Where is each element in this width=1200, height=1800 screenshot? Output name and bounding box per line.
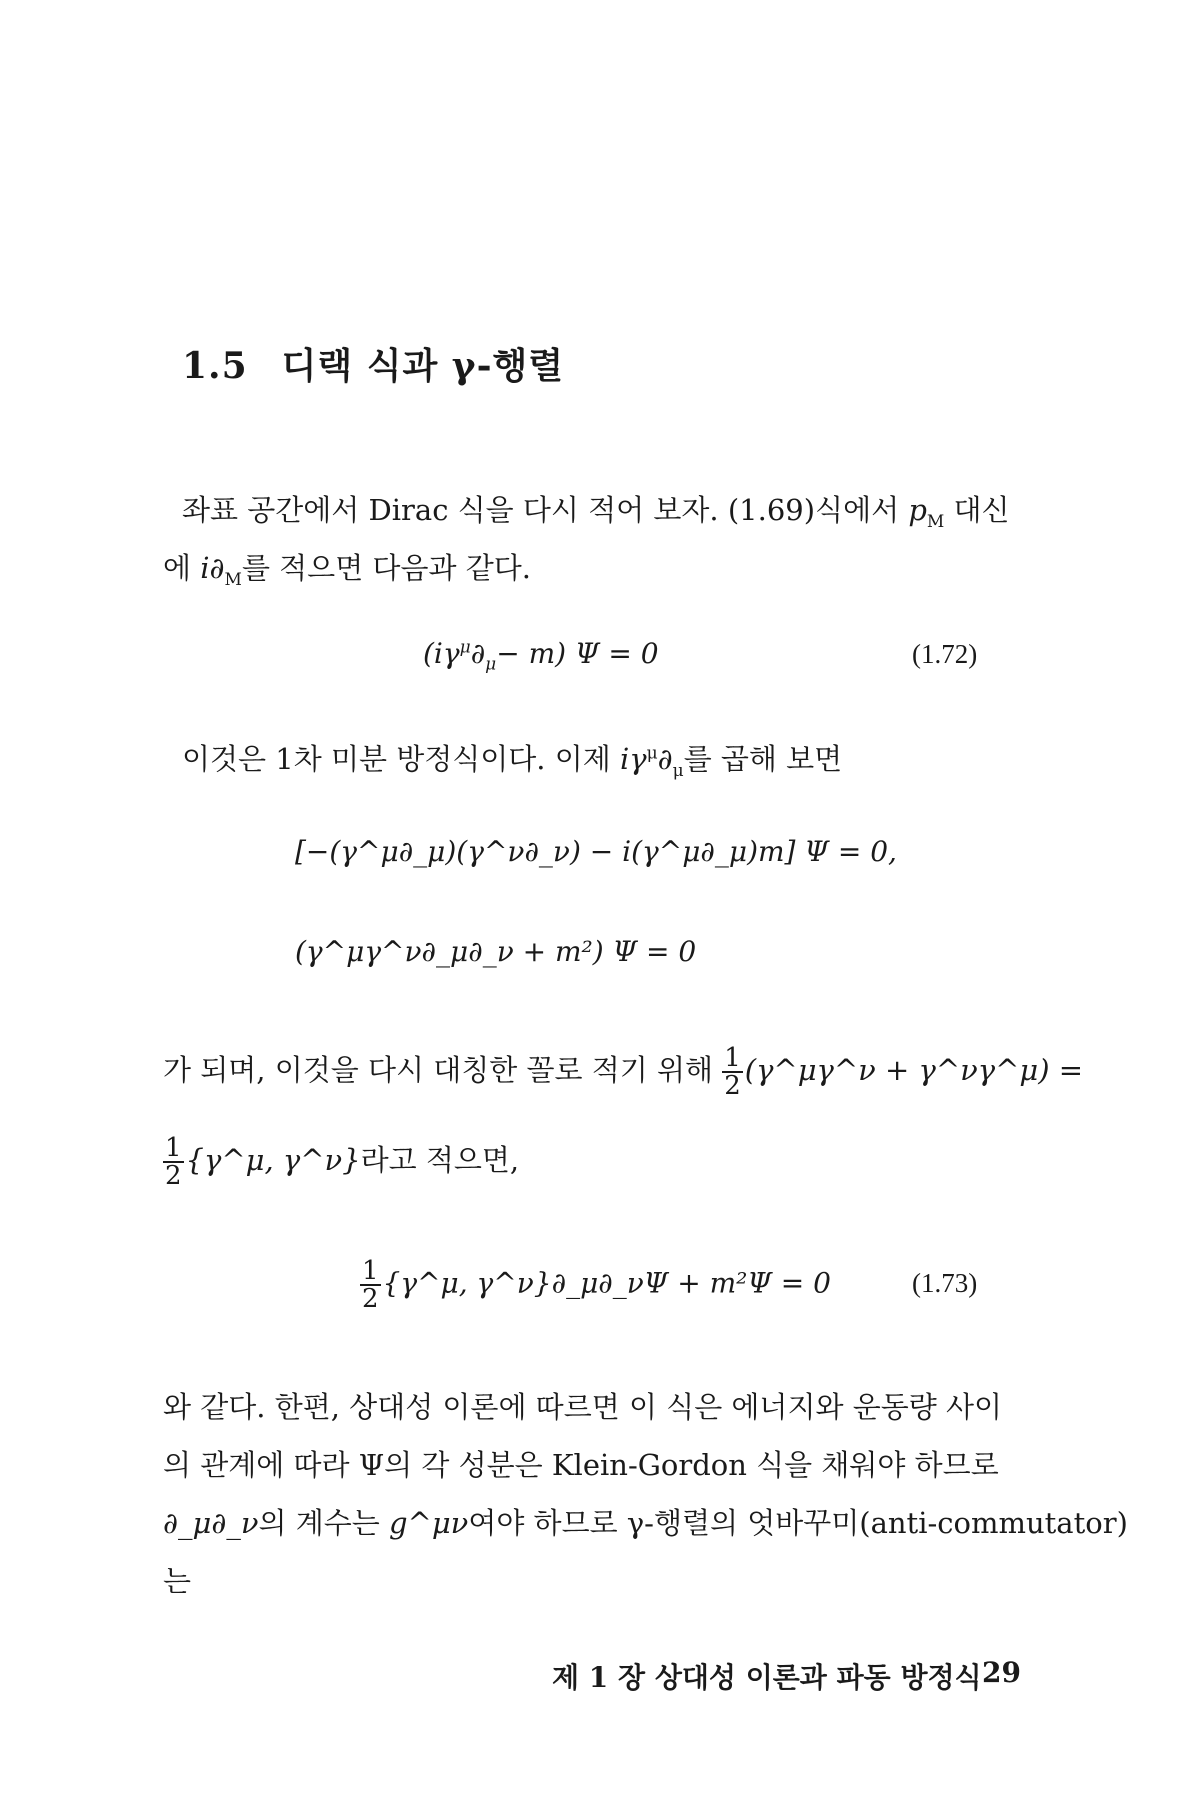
equation-expanded: [−(γ^μ∂_μ)(γ^ν∂_ν) − i(γ^μ∂_μ)m] Ψ = 0,	[295, 835, 897, 868]
para2-d: ∂	[657, 742, 673, 776]
paragraph-4-line-4: 는	[163, 1564, 192, 1598]
paragraph-3-line-1	[163, 1045, 1083, 1099]
one-half-fraction-2	[163, 1135, 184, 1189]
section-number: 1.5	[182, 345, 248, 387]
frac-den: 2	[724, 1071, 741, 1101]
section-title: 디랙 식과 γ-행렬	[281, 345, 565, 387]
eq172-d: ∂	[470, 637, 486, 670]
paragraph-4-line-1: 와 같다. 한편, 상대성 이론에 따르면 이 식은 에너지와 운동량 사이	[163, 1390, 1002, 1424]
eq172-sub: μ	[485, 654, 497, 675]
chapter-footer: 제 1 장 상대성 이론과 파동 방정식	[552, 1661, 982, 1694]
para3-text: 가 되며, 이것을 다시 대칭한 꼴로 적기 위해	[163, 1053, 723, 1087]
para2-math: iγ	[619, 742, 647, 776]
para3-anticommutator: {γ^μ, γ^ν}	[185, 1143, 361, 1177]
para3-math: (γ^μγ^ν + γ^νγ^μ) =	[744, 1053, 1084, 1087]
equation-number-1-73: (1.73)	[912, 1268, 978, 1298]
paragraph-2	[182, 737, 843, 781]
frac-den: 2	[165, 1161, 182, 1191]
para4-end: 여야 하므로 γ-행렬의 엇바꾸미(anti-commutator)	[468, 1506, 1128, 1540]
paragraph-4-line-3	[163, 1501, 1128, 1542]
para4-mid: 의 계수는	[258, 1506, 389, 1540]
equation-second-order: (γ^μγ^ν∂_μ∂_ν + m²) Ψ = 0	[295, 935, 697, 968]
one-half-fraction-eq	[360, 1258, 381, 1312]
section-heading	[182, 338, 564, 389]
para2-end: 를 곱해 보면	[683, 742, 843, 776]
frac-num: 1	[362, 1256, 379, 1286]
para1-text-end: 대신	[944, 493, 1010, 527]
paragraph-4-line-2: 의 관계에 따라 Ψ의 각 성분은 Klein-Gordon 식을 채워야 하므로	[163, 1448, 999, 1482]
frac-den: 2	[362, 1284, 379, 1314]
para1-text: 좌표 공간에서 Dirac 식을 다시 적어 보자. (1.69)식에서	[182, 493, 909, 527]
para2-sup: μ	[646, 743, 658, 764]
equation-number-1-72: (1.72)	[912, 639, 978, 669]
momentum-symbol: p	[908, 493, 927, 527]
paragraph-1-line-1	[182, 488, 1010, 532]
equation-1-72	[423, 637, 659, 675]
eq172-part-a: (iγ	[423, 637, 460, 670]
momentum-subscript: M	[926, 511, 945, 532]
para1-line2-end: 를 적으면 다음과 같다.	[241, 551, 531, 585]
para2-text: 이것은 1차 미분 방정식이다. 이제	[182, 742, 620, 776]
paragraph-3-line-2	[163, 1135, 519, 1189]
paragraph-1-line-2	[163, 546, 531, 590]
frac-num: 1	[724, 1043, 741, 1073]
frac-num: 1	[165, 1133, 182, 1163]
derivative-subscript: M	[224, 569, 242, 590]
metric-tensor: g^μν	[388, 1506, 469, 1540]
derivative-symbol: i∂	[200, 551, 225, 585]
page-number: 29	[982, 1656, 1021, 1689]
para3-line2-end: 라고 적으면,	[360, 1143, 520, 1177]
para2-sub: μ	[672, 760, 684, 781]
para4-derivatives: ∂_μ∂_ν	[163, 1506, 259, 1540]
one-half-fraction	[722, 1045, 743, 1099]
eq173-text: {γ^μ, γ^ν}∂_μ∂_νΨ + m²Ψ = 0	[382, 1266, 831, 1300]
eq172-sup: μ	[459, 637, 471, 658]
para1-line2-start: 에	[163, 551, 201, 585]
equation-1-73	[360, 1258, 831, 1312]
eq172-part-b: − m) Ψ = 0	[496, 637, 659, 670]
